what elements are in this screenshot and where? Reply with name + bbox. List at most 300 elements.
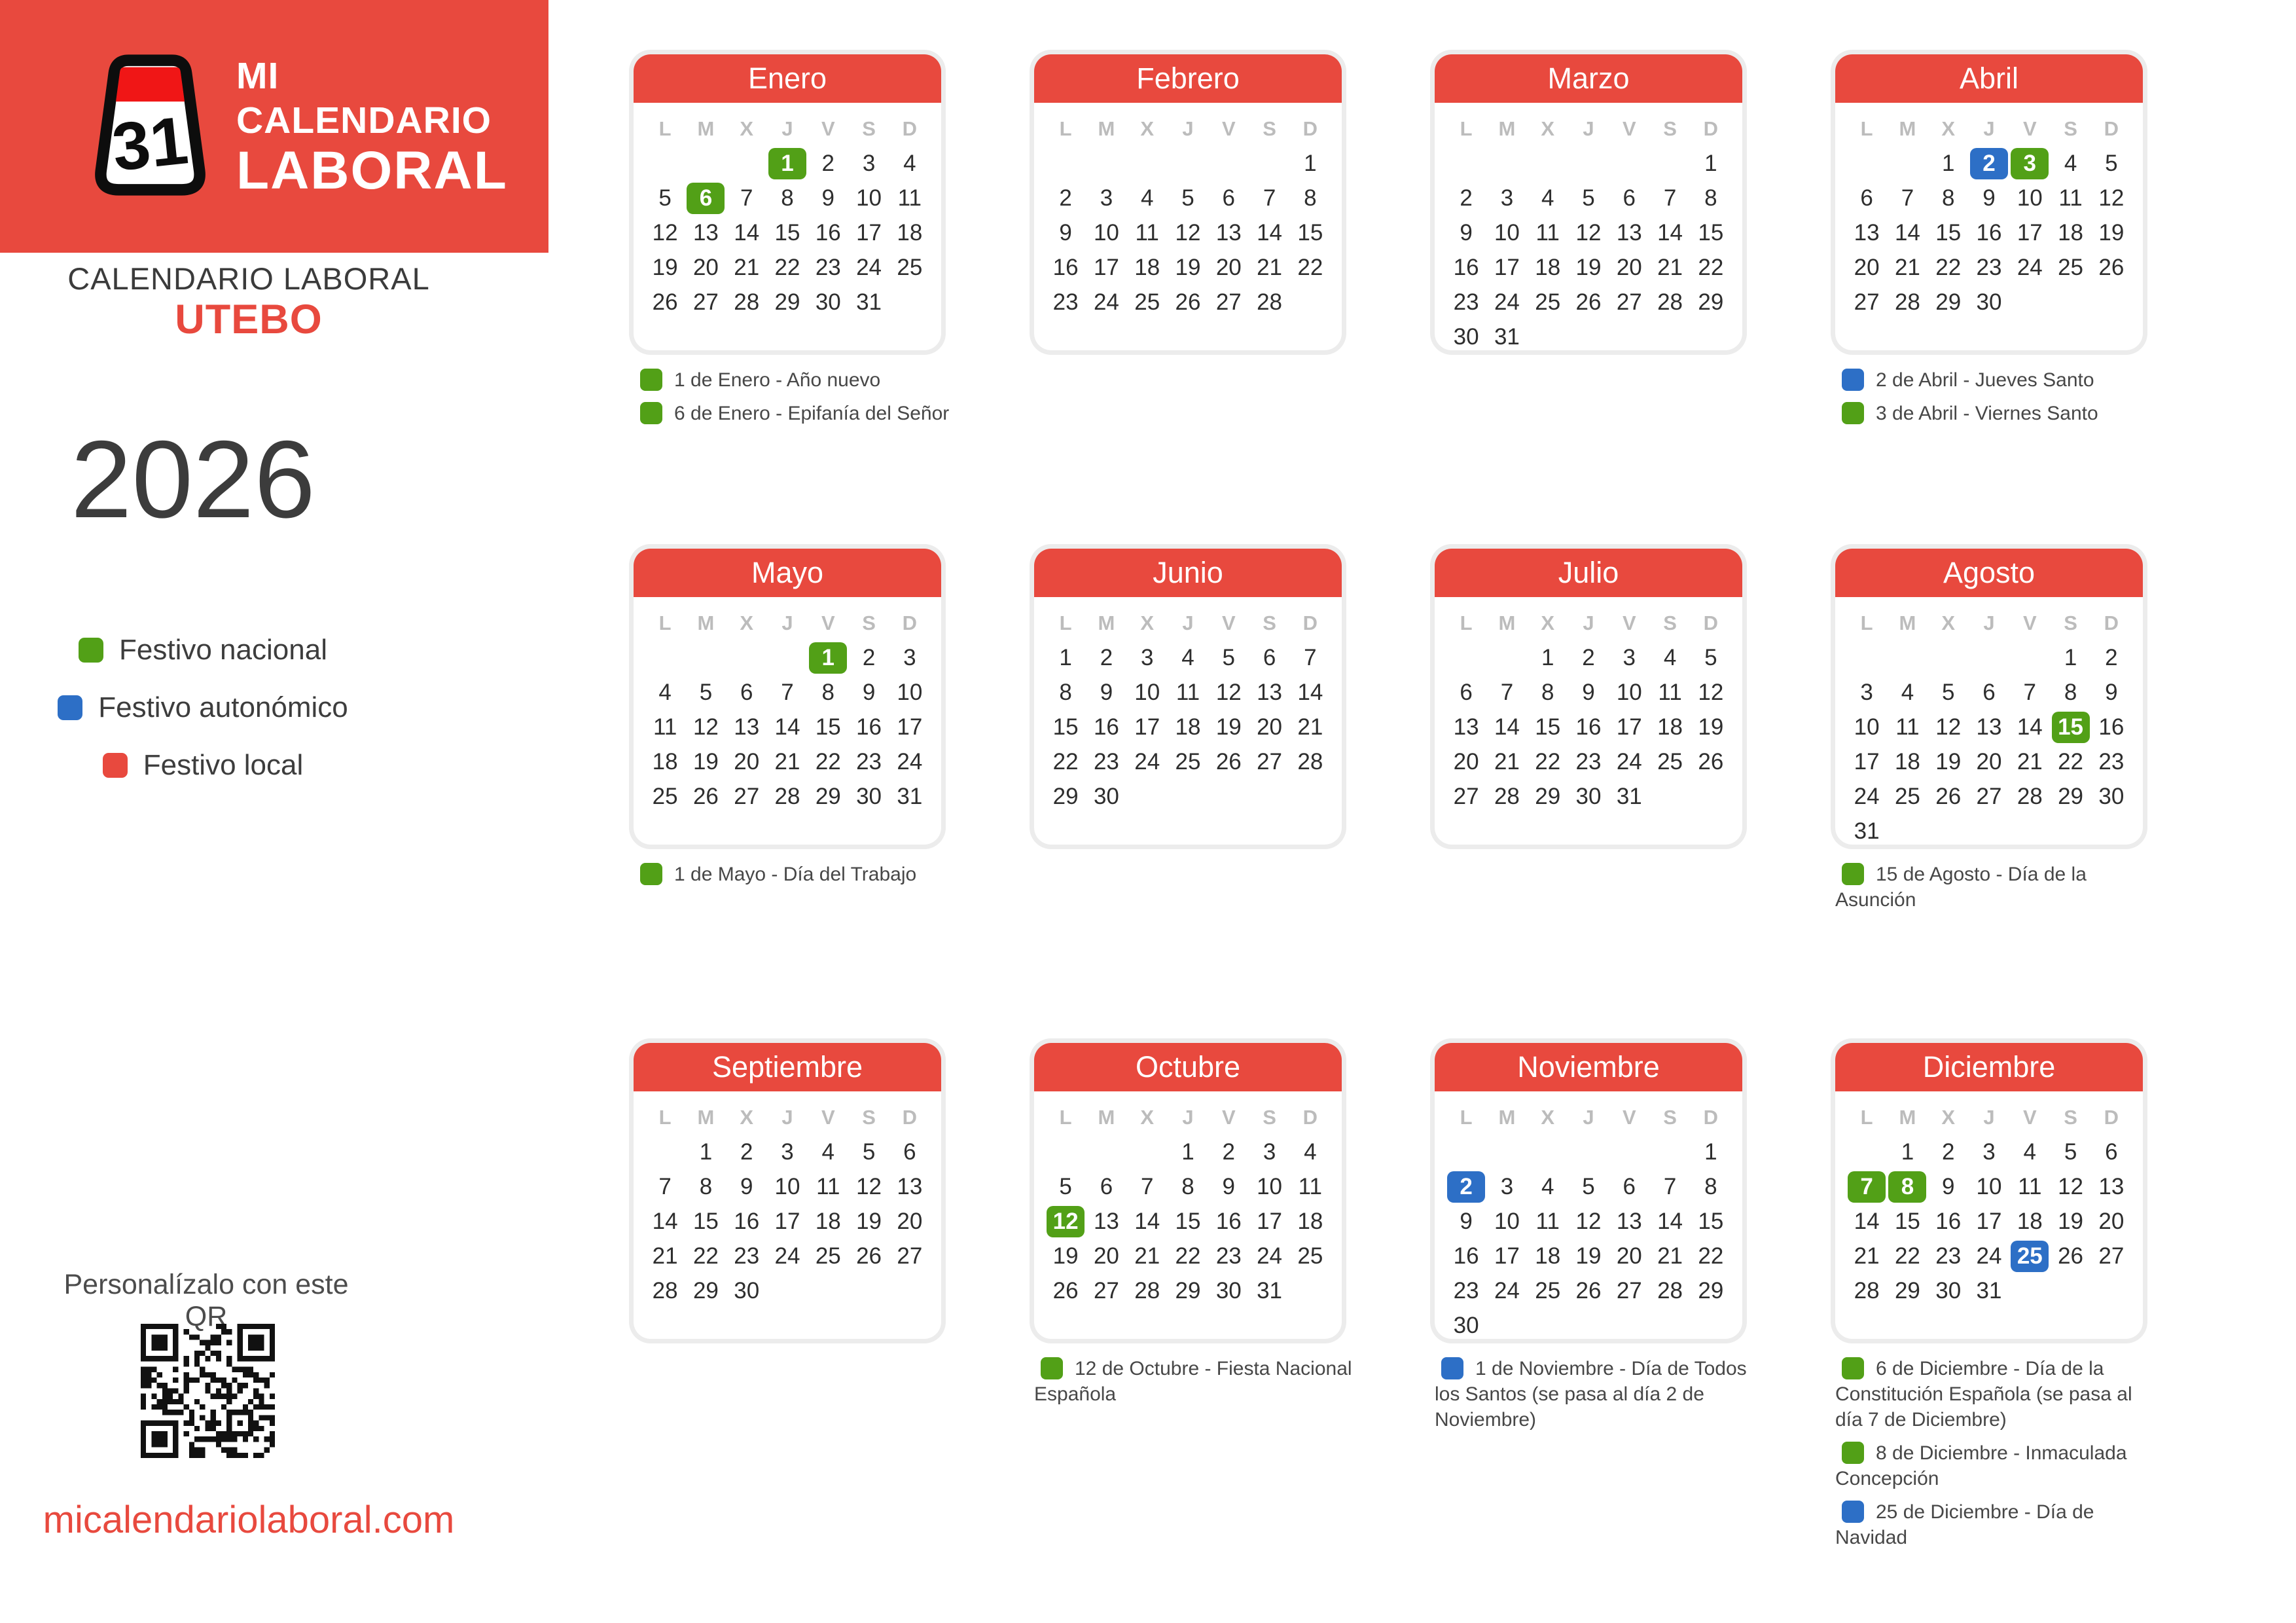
day-cell: 24 [1134,748,1160,775]
days-grid [1045,146,1331,319]
day-cell: 23 [1976,254,2002,280]
holiday-note-text: 1 de Noviembre - Día de Todos los Santos (se pasa al día 2 de Noviembre) [1435,1358,1747,1431]
day-cell: 23 [1215,1243,1242,1269]
month-body [1034,597,1342,814]
holiday-day-cell: 1 [768,148,806,179]
month-card [1835,549,2143,845]
weekday-label: D [902,611,918,634]
day-cell: 27 [1616,1277,1642,1304]
day-cell: 16 [1935,1208,1962,1234]
month-card [1435,54,1742,350]
day-cell: 19 [2058,1208,2084,1234]
weekday-label: X [1941,611,1956,634]
weekday-label: D [1703,1106,1719,1129]
day-cell: 5 [1941,679,1955,705]
weekday-label: V [2022,611,2037,634]
month-notes [1835,1356,2157,1550]
day-cell: 9 [1059,219,1072,246]
weekday-label: L [1860,611,1873,634]
days-grid [1446,146,1731,354]
month-body [634,1091,941,1308]
day-cell: 10 [897,679,923,705]
day-cell: 2 [1222,1139,1236,1165]
day-cell: 20 [1257,714,1283,740]
day-cell: 13 [734,714,760,740]
day-cell: 12 [1175,219,1201,246]
holiday-note-text: 2 de Abril - Jueves Santo [1876,369,2094,391]
month-title: Junio [1034,549,1342,597]
weekday-row [645,1101,930,1135]
weekday-row [1846,606,2132,640]
day-cell: 8 [1059,679,1072,705]
day-cell: 10 [774,1173,800,1199]
day-cell: 13 [897,1173,923,1199]
day-cell: 21 [1494,748,1520,775]
month-title: Mayo [634,549,941,597]
weekday-label: V [821,117,835,140]
day-cell: 7 [658,1173,672,1199]
day-cell: 18 [1535,254,1561,280]
day-cell: 25 [897,254,923,280]
day-cell: 19 [1215,714,1242,740]
day-cell: 11 [1298,1173,1323,1199]
weekday-label: D [902,117,918,140]
day-cell: 31 [856,289,882,315]
day-cell: 21 [1854,1243,1880,1269]
day-cell: 30 [1976,289,2002,315]
weekday-label: S [1263,117,1276,140]
weekday-label: S [2064,117,2077,140]
day-cell: 25 [652,783,678,809]
day-cell: 14 [774,714,800,740]
city-name: UTEBO [175,297,323,342]
day-cell: 17 [774,1208,800,1234]
month-cell [1835,549,2143,1043]
holiday-note [1835,862,2157,913]
weekday-label: D [1302,1106,1318,1129]
day-cell: 15 [1297,219,1323,246]
holiday-note-text: 8 de Diciembre - Inmaculada Concepción [1835,1442,2127,1489]
month-notes [1835,862,2157,913]
month-body [1835,103,2143,319]
day-cell: 23 [1052,289,1079,315]
day-cell: 17 [1093,254,1119,280]
day-cell: 7 [781,679,794,705]
day-cell: 15 [1052,714,1079,740]
day-cell: 24 [1494,289,1520,315]
day-cell: 22 [815,748,841,775]
day-cell: 3 [862,150,876,176]
weekday-row [645,112,930,146]
weekday-label: X [1941,1106,1956,1129]
weekday-label: M [1498,611,1516,634]
day-cell: 20 [692,254,719,280]
month-cell [634,1043,941,1537]
day-cell: 29 [1698,289,1724,315]
weekday-label: D [2104,611,2119,634]
holiday-note [1034,1356,1356,1407]
day-cell: 25 [1297,1243,1323,1269]
green-square-icon [1842,1357,1864,1379]
month-notes [1034,1356,1356,1407]
weekday-label: J [1583,117,1594,140]
weekday-label: X [740,611,754,634]
holiday-day-cell: 6 [687,183,725,214]
day-cell: 26 [652,289,678,315]
weekday-label: S [1263,611,1276,634]
weekday-label: X [1541,1106,1555,1129]
days-grid [1045,640,1331,814]
month-title: Octubre [1034,1043,1342,1091]
qr-caption: Personalízalo con este QR [63,1269,349,1332]
day-cell: 5 [1582,1173,1595,1199]
day-cell: 19 [692,748,719,775]
holiday-day-cell: 12 [1047,1206,1085,1237]
day-cell: 24 [774,1243,800,1269]
weekday-row [1846,112,2132,146]
holiday-note-text: 6 de Enero - Epifanía del Señor [674,403,950,424]
day-cell: 8 [781,185,794,211]
day-cell: 4 [2023,1139,2037,1165]
day-cell: 2 [1941,1139,1955,1165]
day-cell: 26 [2098,254,2125,280]
month-body [1034,103,1342,319]
month-card [1435,1043,1742,1339]
day-cell: 16 [1453,1243,1479,1269]
day-cell: 26 [1575,1277,1602,1304]
day-cell: 9 [1222,1173,1236,1199]
weekday-label: M [1098,1106,1115,1129]
day-cell: 16 [734,1208,760,1234]
weekday-label: X [1941,117,1956,140]
month-cell [1034,54,1342,549]
day-cell: 29 [815,783,841,809]
day-cell: 1 [1941,150,1955,176]
weekday-label: J [781,1106,793,1129]
day-cell: 22 [1935,254,1962,280]
day-cell: 13 [1257,679,1283,705]
weekday-label: L [1460,1106,1473,1129]
logo-line: LABORAL [236,141,508,200]
day-cell: 9 [1460,1208,1473,1234]
day-cell: 4 [658,679,672,705]
day-cell: 19 [2098,219,2125,246]
legend-label: Festivo local [143,749,304,781]
days-grid [645,146,930,319]
day-cell: 28 [774,783,800,809]
day-cell: 12 [652,219,678,246]
day-cell: 12 [1575,1208,1602,1234]
day-cell: 10 [856,185,882,211]
day-cell: 15 [774,219,800,246]
day-cell: 9 [1982,185,1996,211]
weekday-row [1045,112,1331,146]
weekday-label: V [2022,117,2037,140]
day-cell: 8 [1704,185,1717,211]
weekday-label: V [1221,1106,1236,1129]
holiday-note-text: 1 de Mayo - Día del Trabajo [674,864,917,885]
day-cell: 7 [1500,679,1514,705]
weekday-row [1446,1101,1731,1135]
month-cell [634,54,950,549]
day-cell: 21 [1657,1243,1683,1269]
legend-item-autonomico [20,691,386,724]
day-cell: 10 [1854,714,1880,740]
month-title: Marzo [1435,54,1742,103]
day-cell: 4 [1181,644,1194,670]
day-cell: 16 [2098,714,2125,740]
day-cell: 11 [1658,679,1682,705]
month-body [634,103,941,319]
day-cell: 26 [692,783,719,809]
day-cell: 7 [1263,185,1276,211]
day-cell: 16 [1575,714,1602,740]
day-cell: 6 [1460,679,1473,705]
holiday-note [634,401,956,426]
logo-line: MI [236,55,279,97]
weekday-label: V [821,611,835,634]
month-title: Diciembre [1835,1043,2143,1091]
month-body [1835,597,2143,848]
green-square-icon [1842,863,1864,885]
day-cell: 18 [815,1208,841,1234]
weekday-label: D [1302,611,1318,634]
day-cell: 31 [1854,818,1880,844]
holiday-note [1835,1440,2157,1491]
days-grid [1846,1135,2132,1308]
blue-square-icon [1842,1501,1864,1523]
weekday-label: S [862,1106,876,1129]
day-cell: 11 [1135,219,1159,246]
day-cell: 9 [1460,219,1473,246]
day-cell: 18 [652,748,678,775]
day-cell: 3 [1500,1173,1514,1199]
day-cell: 12 [1575,219,1602,246]
day-cell: 8 [1304,185,1317,211]
day-cell: 28 [2017,783,2043,809]
weekday-label: V [1622,1106,1636,1129]
day-cell: 20 [1453,748,1479,775]
weekday-label: M [1098,611,1115,634]
day-cell: 1 [1541,644,1554,670]
day-cell: 24 [1257,1243,1283,1269]
day-cell: 27 [897,1243,923,1269]
day-cell: 22 [1052,748,1079,775]
holiday-note-text: 12 de Octubre - Fiesta Nacional Española [1034,1358,1352,1405]
day-cell: 4 [821,1139,835,1165]
day-cell: 26 [1215,748,1242,775]
day-cell: 5 [1059,1173,1072,1199]
weekday-label: J [1182,611,1194,634]
day-cell: 26 [1175,289,1201,315]
day-cell: 11 [1895,714,1920,740]
day-cell: 21 [1257,254,1283,280]
month-card [634,54,941,350]
month-title: Abril [1835,54,2143,103]
weekday-label: X [1541,611,1555,634]
qr-code [141,1324,275,1458]
day-cell: 25 [1535,1277,1561,1304]
day-cell: 30 [2098,783,2125,809]
days-grid [1045,1135,1331,1308]
month-notes [634,862,956,887]
day-cell: 27 [692,289,719,315]
day-cell: 2 [1582,644,1595,670]
holiday-note-text: 25 de Diciembre - Día de Navidad [1835,1501,2094,1548]
green-square-icon [1041,1357,1063,1379]
green-square-icon [79,638,103,663]
day-cell: 27 [1257,748,1283,775]
day-cell: 24 [1976,1243,2002,1269]
day-cell: 22 [1297,254,1323,280]
weekday-label: J [1182,1106,1194,1129]
day-cell: 20 [1976,748,2002,775]
weekday-label: L [1059,611,1072,634]
day-cell: 3 [1982,1139,1996,1165]
day-cell: 14 [1894,219,1920,246]
day-cell: 20 [1093,1243,1119,1269]
day-cell: 19 [1575,1243,1602,1269]
day-cell: 15 [815,714,841,740]
day-cell: 28 [1854,1277,1880,1304]
day-cell: 26 [2058,1243,2084,1269]
day-cell: 10 [1494,1208,1520,1234]
day-cell: 4 [1304,1139,1317,1165]
day-cell: 19 [1052,1243,1079,1269]
day-cell: 18 [1657,714,1683,740]
day-cell: 11 [897,185,922,211]
weekday-label: V [821,1106,835,1129]
website-url: micalendariolaboral.com [43,1499,455,1541]
month-title: Julio [1435,549,1742,597]
day-cell: 13 [1616,1208,1642,1234]
day-cell: 13 [692,219,719,246]
day-cell: 2 [821,150,835,176]
day-cell: 4 [1901,679,1914,705]
day-cell: 31 [1976,1277,2002,1304]
red-square-icon [103,753,128,778]
day-cell: 21 [652,1243,678,1269]
day-cell: 20 [1616,254,1642,280]
day-cell: 12 [692,714,719,740]
day-cell: 14 [1134,1208,1160,1234]
day-cell: 4 [1663,644,1677,670]
day-cell: 3 [1500,185,1514,211]
day-cell: 25 [815,1243,841,1269]
day-cell: 20 [1616,1243,1642,1269]
day-cell: 17 [1494,254,1520,280]
day-cell: 8 [1941,185,1955,211]
day-cell: 18 [1894,748,1920,775]
month-body [1034,1091,1342,1308]
day-cell: 7 [740,185,753,211]
weekday-label: L [1460,117,1473,140]
day-cell: 30 [1215,1277,1242,1304]
day-cell: 29 [692,1277,719,1304]
day-cell: 26 [1935,783,1962,809]
day-cell: 14 [1257,219,1283,246]
day-cell: 12 [1698,679,1724,705]
day-cell: 14 [1657,1208,1683,1234]
month-cell [1835,1043,2143,1548]
day-cell: 1 [2064,644,2077,670]
month-body [1835,1091,2143,1308]
day-cell: 29 [1935,289,1962,315]
day-cell: 5 [2064,1139,2077,1165]
day-cell: 3 [1263,1139,1276,1165]
weekday-label: S [2064,611,2077,634]
day-cell: 21 [1134,1243,1160,1269]
day-cell: 29 [1535,783,1561,809]
day-cell: 13 [1453,714,1479,740]
day-cell: 1 [1704,1139,1717,1165]
day-cell: 30 [1093,783,1119,809]
day-cell: 5 [2105,150,2118,176]
day-cell: 6 [1623,1173,1636,1199]
month-cell [1435,54,1742,549]
day-cell: 29 [774,289,800,315]
weekday-label: X [1140,611,1155,634]
day-cell: 12 [2058,1173,2084,1199]
day-cell: 11 [816,1173,840,1199]
holiday-day-cell: 25 [2011,1241,2049,1272]
weekday-label: S [1263,1106,1276,1129]
day-cell: 22 [1535,748,1561,775]
day-cell: 5 [699,679,713,705]
day-cell: 6 [1860,185,1873,211]
holiday-note [1835,1499,2157,1550]
day-cell: 5 [1222,644,1236,670]
day-cell: 14 [734,219,760,246]
day-cell: 17 [1854,748,1880,775]
day-cell: 26 [856,1243,882,1269]
day-cell: 1 [699,1139,713,1165]
legend [20,634,386,782]
day-cell: 26 [1698,748,1724,775]
day-cell: 7 [1140,1173,1154,1199]
day-cell: 27 [1854,289,1880,315]
weekday-label: D [1703,117,1719,140]
months-grid [634,54,2143,1548]
month-title: Febrero [1034,54,1342,103]
day-cell: 17 [1494,1243,1520,1269]
holiday-day-cell: 1 [809,642,847,674]
day-cell: 15 [1935,219,1962,246]
day-cell: 4 [2064,150,2077,176]
days-grid [1446,640,1731,814]
legend-label: Festivo autonómico [98,691,348,723]
month-title: Enero [634,54,941,103]
day-cell: 8 [2064,679,2077,705]
day-cell: 14 [1297,679,1323,705]
weekday-label: J [1983,611,1995,634]
day-cell: 2 [2105,644,2118,670]
holiday-note-text: 6 de Diciembre - Día de la Constitución Española (se pasa al día 7 de Diciembre) [1835,1358,2132,1431]
day-cell: 13 [1854,219,1880,246]
day-cell: 5 [1181,185,1194,211]
day-cell: 22 [1698,1243,1724,1269]
day-cell: 9 [2105,679,2118,705]
day-cell: 9 [821,185,835,211]
days-grid [1846,640,2132,848]
holiday-day-cell: 2 [1447,1171,1485,1203]
day-cell: 8 [1541,679,1554,705]
day-cell: 27 [1093,1277,1119,1304]
day-cell: 10 [2017,185,2043,211]
day-cell: 13 [2098,1173,2125,1199]
weekday-label: V [1221,117,1236,140]
day-cell: 5 [658,185,672,211]
